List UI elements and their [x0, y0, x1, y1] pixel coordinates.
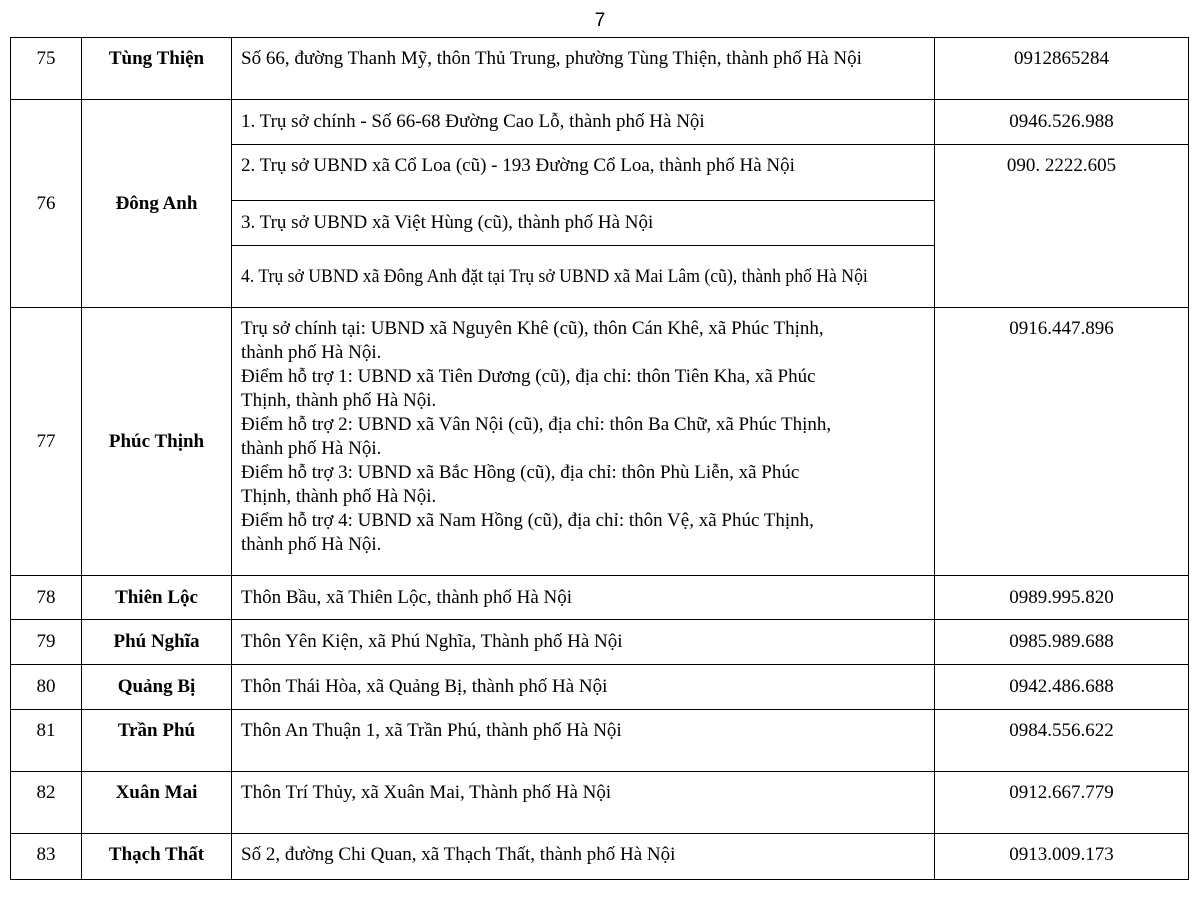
row-number: 82	[11, 772, 82, 834]
address-line: thành phố Hà Nội.	[241, 342, 382, 363]
row-number: 81	[11, 710, 82, 772]
address-cell: 2. Trụ sở UBND xã Cổ Loa (cũ) - 193 Đường Cổ Loa, thành phố Hà Nội	[232, 145, 935, 201]
unit-name: Đông Anh	[82, 100, 232, 308]
table-row	[11, 620, 1189, 665]
address-cell: Thôn Yên Kiện, xã Phú Nghĩa, Thành phố Hà Nội	[232, 620, 935, 665]
table-row	[11, 665, 1189, 710]
address-cell: 3. Trụ sở UBND xã Việt Hùng (cũ), thành phố Hà Nội	[232, 201, 935, 246]
row-number: 79	[11, 620, 82, 665]
address-text: 4. Trụ sở UBND xã Đông Anh đặt tại Trụ sở UBND xã Mai Lâm (cũ), thành phố Hà Nội	[241, 265, 868, 287]
unit-name: Quảng Bị	[82, 665, 232, 710]
address-cell: Thôn An Thuận 1, xã Trần Phú, thành phố Hà Nội	[232, 710, 935, 772]
table-row	[11, 38, 1189, 100]
unit-name: Tùng Thiện	[82, 38, 232, 100]
unit-name: Phú Nghĩa	[82, 620, 232, 665]
phone-cell: 0912865284	[935, 38, 1189, 100]
phone-cell: 0946.526.988	[935, 100, 1189, 145]
address-line: Điểm hỗ trợ 4: UBND xã Nam Hồng (cũ), địa chỉ: thôn Vệ, xã Phúc Thịnh,	[241, 510, 814, 531]
address-line: Điểm hỗ trợ 1: UBND xã Tiên Dương (cũ), địa chỉ: thôn Tiên Kha, xã Phúc	[241, 366, 816, 387]
row-number: 83	[11, 834, 82, 880]
table-row	[11, 710, 1189, 772]
phone-cell: 090. 2222.605	[935, 145, 1189, 308]
table-row	[11, 834, 1189, 880]
unit-name: Thạch Thất	[82, 834, 232, 880]
address-cell: 1. Trụ sở chính - Số 66-68 Đường Cao Lỗ, thành phố Hà Nội	[232, 100, 935, 145]
address-line: Thịnh, thành phố Hà Nội.	[241, 390, 437, 411]
address-cell	[232, 308, 935, 576]
address-cell	[232, 246, 935, 308]
unit-name: Trần Phú	[82, 710, 232, 772]
address-cell: Số 2, đường Chi Quan, xã Thạch Thất, thành phố Hà Nội	[232, 834, 935, 880]
phone-cell: 0913.009.173	[935, 834, 1189, 880]
unit-name: Thiên Lộc	[82, 576, 232, 620]
address-cell: Thôn Trí Thủy, xã Xuân Mai, Thành phố Hà Nội	[232, 772, 935, 834]
address-cell: Thôn Bầu, xã Thiên Lộc, thành phố Hà Nội	[232, 576, 935, 620]
address-line: thành phố Hà Nội.	[241, 438, 382, 459]
phone-cell: 0912.667.779	[935, 772, 1189, 834]
address-line: Điểm hỗ trợ 3: UBND xã Bắc Hồng (cũ), địa chỉ: thôn Phù Liễn, xã Phúc	[241, 462, 800, 483]
address-line: Thịnh, thành phố Hà Nội.	[241, 486, 437, 507]
table-row	[11, 100, 1189, 145]
table-row	[11, 576, 1189, 620]
address-cell: Thôn Thái Hòa, xã Quảng Bị, thành phố Hà Nội	[232, 665, 935, 710]
table-row	[11, 308, 1189, 576]
row-number: 76	[11, 100, 82, 308]
phone-cell: 0989.995.820	[935, 576, 1189, 620]
phone-cell: 0916.447.896	[935, 308, 1189, 576]
address-cell: Số 66, đường Thanh Mỹ, thôn Thủ Trung, phường Tùng Thiện, thành phố Hà Nội	[232, 38, 935, 100]
unit-name: Xuân Mai	[82, 772, 232, 834]
address-table	[10, 37, 1189, 880]
phone-cell: 0985.989.688	[935, 620, 1189, 665]
row-number: 77	[11, 308, 82, 576]
unit-name: Phúc Thịnh	[82, 308, 232, 576]
row-number: 80	[11, 665, 82, 710]
phone-cell: 0942.486.688	[935, 665, 1189, 710]
address-line: Điểm hỗ trợ 2: UBND xã Vân Nội (cũ), địa chỉ: thôn Ba Chữ, xã Phúc Thịnh,	[241, 414, 832, 435]
row-number: 78	[11, 576, 82, 620]
table-row	[11, 772, 1189, 834]
row-number: 75	[11, 38, 82, 100]
phone-cell: 0984.556.622	[935, 710, 1189, 772]
page-number: 7	[594, 10, 606, 31]
address-line: thành phố Hà Nội.	[241, 534, 382, 555]
address-line: Trụ sở chính tại: UBND xã Nguyên Khê (cũ), thôn Cán Khê, xã Phúc Thịnh,	[241, 318, 824, 339]
